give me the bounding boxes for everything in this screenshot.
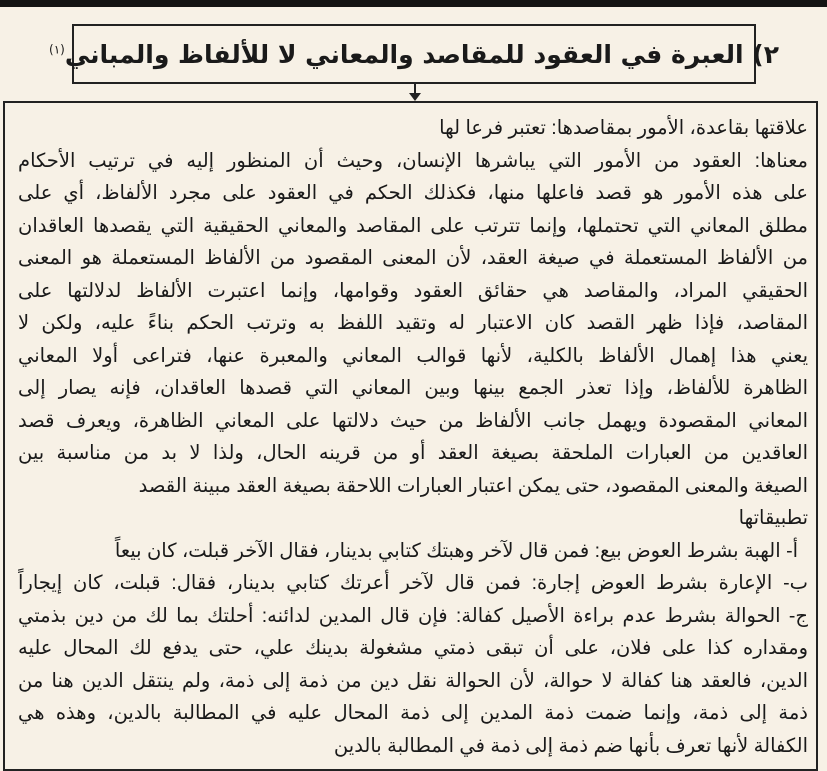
application-item-c: ج- الحوالة بشرط عدم براءة الأصيل كفالة: فإن قال المدين لدائنه: أحلتك بما لك من دين بذمتي <box>18 604 808 627</box>
text-line: على هذه الأمور هو قصد فاعلها منها، فكذلك الحكم في العقود على مجرد الألفاظ، أي على <box>18 182 808 204</box>
application-item-a: أ- الهبة بشرط العوض بيع: فمن قال لآخر وهبتك كتابي بدينار، فقال الآخر قبلت، كان بيعاً <box>114 539 798 562</box>
title-number: ٢) <box>752 39 779 69</box>
text-line: الكفالة لأنها تعرف بأنها ضم ذمة إلى ذمة في المطالبة بالدين <box>333 734 808 757</box>
text-line: من الألفاظ المستعملة في صيغة العقد، لأن المعنى المقصود من الألفاظ المستعملة هو المعنى <box>18 247 808 269</box>
text-line: ذمة إلى ذمة، وإنما ضمت ذمة المدين إلى ذمة المحال عليه في المطالبة بالدين، وهذه هي <box>18 702 808 724</box>
text-line: علاقتها بقاعدة، الأمور بمقاصدها: تعتبر فرعا لها <box>439 117 808 139</box>
text-line: مطلق المعاني التي تحتملها، وإنما تترتب على المقاصد والمعاني الحقيقية التي يقصدها العاقدان <box>18 214 808 237</box>
text-line: الظاهرة للألفاظ، وإذا تعذر الجمع بينها وبين المعاني التي قصدها العاقدان، فإنه يصار إلى <box>18 377 808 399</box>
section-heading: تطبيقاتها <box>738 507 808 529</box>
text-line: العاقدين من العبارات الملحقة بصيغة العقد أو من قرينه الحال، ولذا لا بد من مناسبة بين <box>18 442 808 464</box>
text-line: الحقيقي المراد، والمقاصد هي حقائق العقود وقوامها، وإنما اعتبرت الألفاظ لدلالتها على <box>18 279 808 302</box>
text-line: المعاني المقصودة ويهمل جانب الألفاظ من حيث دلالتها على المعاني الظاهرة، ويعرف قصد <box>18 409 808 432</box>
title-text: العبرة في العقود للمقاصد والمعاني لا للألفاظ والمباني <box>64 39 744 69</box>
text-line: الدين، فالعقد هنا كفالة لا حوالة، لأن الحوالة نقل دين من ذمة إلى ذمة، ولم ينتقل الدين هنا من <box>18 669 808 692</box>
footnote-marker: (١) <box>49 42 65 57</box>
title-box <box>49 24 779 84</box>
text-line: ومقداره كذا على فلان، على أن تبقى ذمتي مشغولة بدينك علي، حتى يدفع لك المحال عليه <box>18 637 808 659</box>
top-border <box>0 0 827 7</box>
application-item-b: ب- الإعارة بشرط العوض إجارة: فمن قال لآخر أعرتك كتابي بدينار، فقال: قبلت، كان إيجاراً <box>18 572 808 594</box>
arrow-head-icon <box>409 93 421 101</box>
text-line: معناها: العقود من الأمور التي يباشرها الإنسان، وحيث أن المنظور إليه في ترتيب الأحكام <box>18 149 808 172</box>
text-line: المقاصد، فإذا ظهر القصد كان الاعتبار له وتقيد اللفظ به وترتب الحكم بناءً عليه، ولكن لا <box>18 312 808 334</box>
text-line: يعني هذا إهمال الألفاظ بالكلية، لأنها قوالب المعاني والمعبرة عنها، فتراعى أولا المعاني <box>18 344 808 367</box>
body-text <box>18 112 808 762</box>
text-line: الصيغة والمعنى المقصود، حتى يمكن اعتبار العبارات اللاحقة بصيغة العقد مبينة القصد <box>138 474 808 497</box>
page-title <box>49 40 779 69</box>
